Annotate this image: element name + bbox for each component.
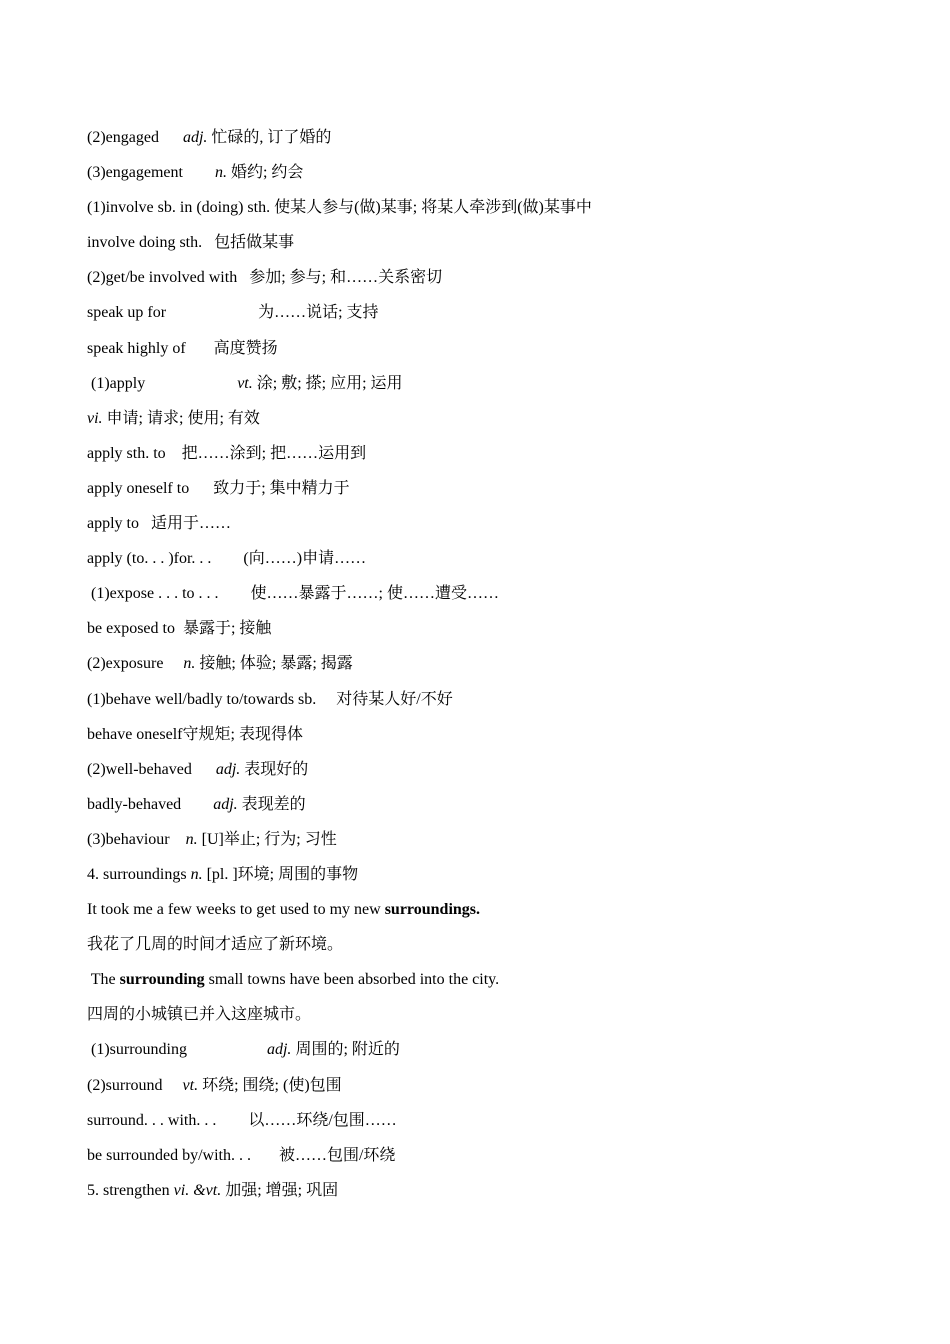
text-segment: (3)engagement [87, 164, 215, 182]
text-segment: apply (to. . . )for. . . (向……)申请…… [87, 550, 367, 568]
text-line [87, 787, 887, 822]
text-segment: apply to 适用于…… [87, 515, 231, 533]
text-segment: be exposed to 暴露于; 接触 [87, 620, 272, 638]
text-segment: 加强; 增强; 巩固 [221, 1181, 339, 1199]
text-line [87, 576, 887, 611]
part-of-speech: adj. [266, 1041, 292, 1059]
text-segment: (2)engaged [87, 129, 183, 146]
text-segment: 婚约; 约会 [226, 164, 304, 182]
text-segment: apply oneself to 致力于; 集中精力于 [87, 479, 350, 497]
text-segment: 接触; 体验; 暴露; 揭露 [195, 655, 353, 673]
text-line [87, 611, 887, 646]
part-of-speech: adj. [215, 760, 241, 778]
highlighted-word: surroundings. [384, 901, 481, 919]
text-line [87, 506, 887, 541]
text-segment: behave oneself守规矩; 表现得体 [87, 725, 303, 743]
part-of-speech: vi. &vt. [173, 1181, 222, 1199]
text-segment: (1)apply [87, 374, 238, 392]
text-line [87, 1173, 887, 1208]
text-line [87, 190, 887, 225]
text-line [87, 822, 887, 857]
text-line [87, 436, 887, 471]
text-line [87, 927, 887, 962]
text-line [87, 401, 887, 436]
part-of-speech: vt. [237, 374, 253, 392]
text-line [87, 331, 887, 366]
text-line [87, 1138, 887, 1173]
part-of-speech: n. [185, 830, 198, 848]
text-line [87, 646, 887, 681]
text-line [87, 857, 887, 892]
text-segment: 我花了几周的时间才适应了新环境。 [87, 936, 344, 954]
text-segment: 涂; 敷; 搽; 应用; 运用 [252, 374, 403, 392]
text-segment: (1)behave well/badly to/towards sb. 对待某人好/不好 [87, 690, 453, 708]
text-line [87, 260, 887, 295]
part-of-speech: n. [214, 164, 227, 182]
text-segment: The [87, 971, 120, 989]
part-of-speech: adj. [182, 129, 208, 146]
text-segment: 环绕; 围绕; (使)包围 [198, 1076, 342, 1094]
text-segment: small towns have been absorbed into the city. [204, 971, 500, 989]
text-segment: be surrounded by/with. . . 被……包围/环绕 [87, 1146, 396, 1164]
vocabulary-notes [87, 120, 887, 1208]
text-line [87, 541, 887, 576]
text-line [87, 752, 887, 787]
text-line [87, 682, 887, 717]
part-of-speech: vi. [87, 409, 103, 427]
highlighted-word: surrounding [119, 971, 205, 989]
text-segment: [pl. ]环境; 周围的事物 [202, 865, 359, 883]
text-line [87, 1032, 887, 1067]
text-segment: (1)surrounding [87, 1041, 267, 1059]
text-line [87, 366, 887, 401]
text-segment: (2)surround [87, 1076, 183, 1094]
part-of-speech: n. [183, 655, 196, 673]
text-segment: 4. surroundings [87, 865, 191, 883]
text-segment: It took me a few weeks to get used to my new [87, 901, 385, 919]
text-segment: (2)exposure [87, 655, 184, 673]
text-line [87, 1103, 887, 1138]
part-of-speech: vt. [182, 1076, 199, 1094]
part-of-speech: adj. [213, 795, 238, 813]
text-segment: [U]举止; 行为; 习性 [197, 830, 337, 848]
text-segment: 周围的; 附近的 [291, 1041, 400, 1059]
text-line [87, 717, 887, 752]
text-line [87, 471, 887, 506]
text-segment: 四周的小城镇已并入这座城市。 [87, 1006, 312, 1024]
text-line [87, 295, 887, 330]
text-segment: (1)expose . . . to . . . 使……暴露于……; 使……遭受…… [87, 585, 499, 603]
text-segment: (3)behaviour [87, 830, 186, 848]
text-segment: 申请; 请求; 使用; 有效 [102, 409, 260, 427]
text-segment: 表现差的 [237, 795, 306, 813]
text-segment: apply sth. to 把……涂到; 把……运用到 [87, 444, 367, 462]
text-line [87, 892, 887, 927]
text-segment: speak highly of 高度赞扬 [87, 339, 278, 357]
part-of-speech: n. [190, 865, 203, 883]
text-line [87, 962, 887, 997]
text-segment: speak up for 为……说话; 支持 [87, 304, 379, 322]
text-line [87, 997, 887, 1032]
text-line [87, 225, 887, 260]
text-segment: (2)get/be involved with 参加; 参与; 和……关系密切 [87, 269, 443, 287]
text-line [87, 120, 887, 155]
text-segment: surround. . . with. . . 以……环绕/包围…… [87, 1111, 397, 1129]
text-line [87, 155, 887, 190]
text-segment: involve doing sth. 包括做某事 [87, 234, 295, 252]
text-segment: 忙碌的, 订了婚的 [207, 129, 332, 146]
text-segment: 表现好的 [240, 760, 309, 778]
text-segment: 5. strengthen [87, 1181, 174, 1199]
text-segment: badly-behaved [87, 795, 214, 813]
text-segment: (1)involve sb. in (doing) sth. 使某人参与(做)某事; 将某人牵涉到(做)某事中 [87, 199, 592, 217]
text-line [87, 1068, 887, 1103]
text-segment: (2)well-behaved [87, 760, 216, 778]
